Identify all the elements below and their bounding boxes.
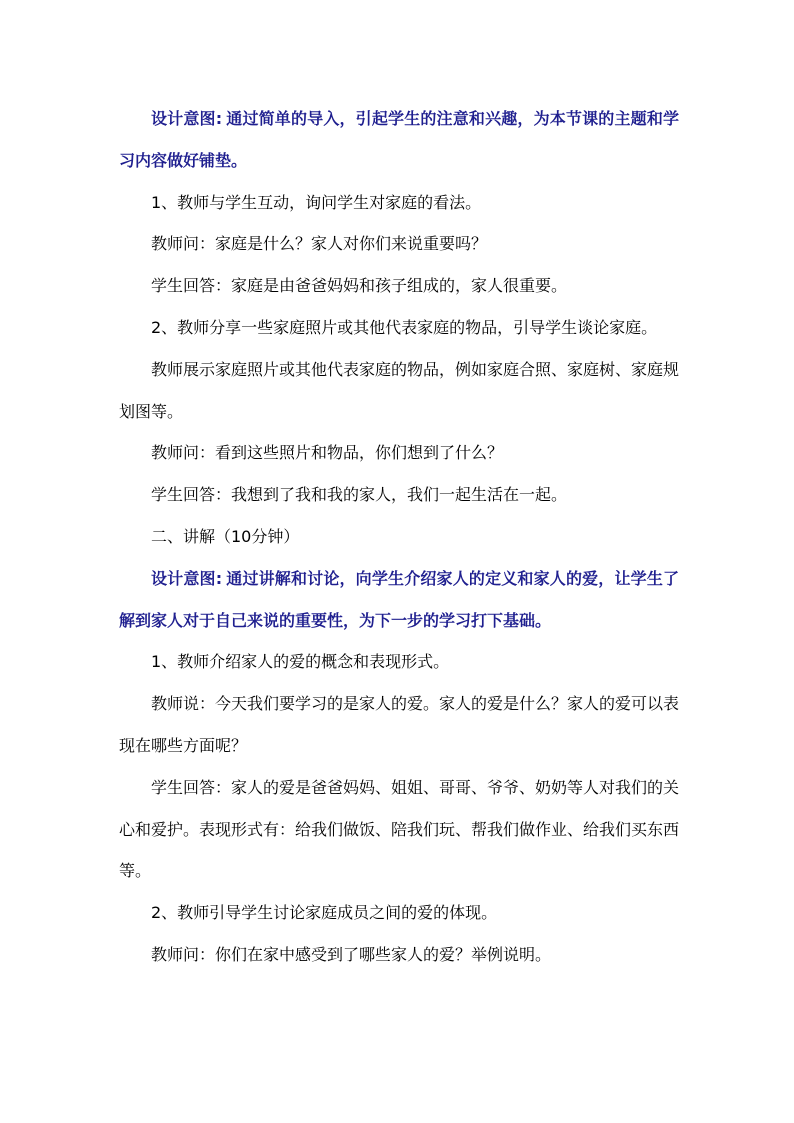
body-paragraph: 教师问：家庭是什么？家人对你们来说重要吗？	[151, 234, 488, 254]
document-body	[119, 98, 679, 976]
body-paragraph: 学生回答：我想到了我和我的家人，我们一起生活在一起。	[151, 485, 568, 505]
body-paragraph: 教师问：看到这些照片和物品，你们想到了什么？	[151, 443, 504, 463]
body-paragraph: 教师展示家庭照片或其他代表家庭的物品，例如家庭合照、家庭树、家庭规划图等。	[119, 359, 680, 421]
design-intent-paragraph	[119, 558, 679, 642]
design-intent-paragraph	[119, 98, 679, 182]
body-paragraph: 学生回答：家人的爱是爸爸妈妈、姐姐、哥哥、爷爷、奶奶等人对我们的关心和爱护。表现形式有：给我们做饭、陪我们玩、帮我们做作业、给我们买东西等。	[119, 777, 680, 881]
body-paragraph: 教师问：你们在家中感受到了哪些家人的爱？举例说明。	[151, 944, 552, 964]
design-intent-text: 通过简单的导入，引起学生的注意和兴趣，为本节课的主题和学习内容做好铺垫。	[119, 109, 679, 170]
body-paragraph: 学生回答：家庭是由爸爸妈妈和孩子组成的，家人很重要。	[151, 276, 568, 296]
body-paragraph: 1、教师与学生互动，询问学生对家庭的看法。	[151, 192, 482, 212]
body-paragraph: 2、教师引导学生讨论家庭成员之间的爱的体现。	[151, 903, 498, 923]
body-paragraph: 2、教师分享一些家庭照片或其他代表家庭的物品，引导学生谈论家庭。	[151, 317, 658, 337]
body-paragraph: 1、教师介绍家人的爱的概念和表现形式。	[151, 652, 450, 672]
design-intent-label: 设计意图:	[151, 568, 223, 588]
section-heading: 二、讲解（10分钟）	[151, 526, 300, 546]
body-paragraph: 教师说：今天我们要学习的是家人的爱。家人的爱是什么？家人的爱可以表现在哪些方面呢？	[119, 694, 680, 755]
design-intent-label: 设计意图:	[151, 109, 223, 128]
design-intent-text: 通过讲解和讨论，向学生介绍家人的定义和家人的爱，让学生了解到家人对于自己来说的重要性，为下一步的学习打下基础。	[119, 568, 679, 630]
